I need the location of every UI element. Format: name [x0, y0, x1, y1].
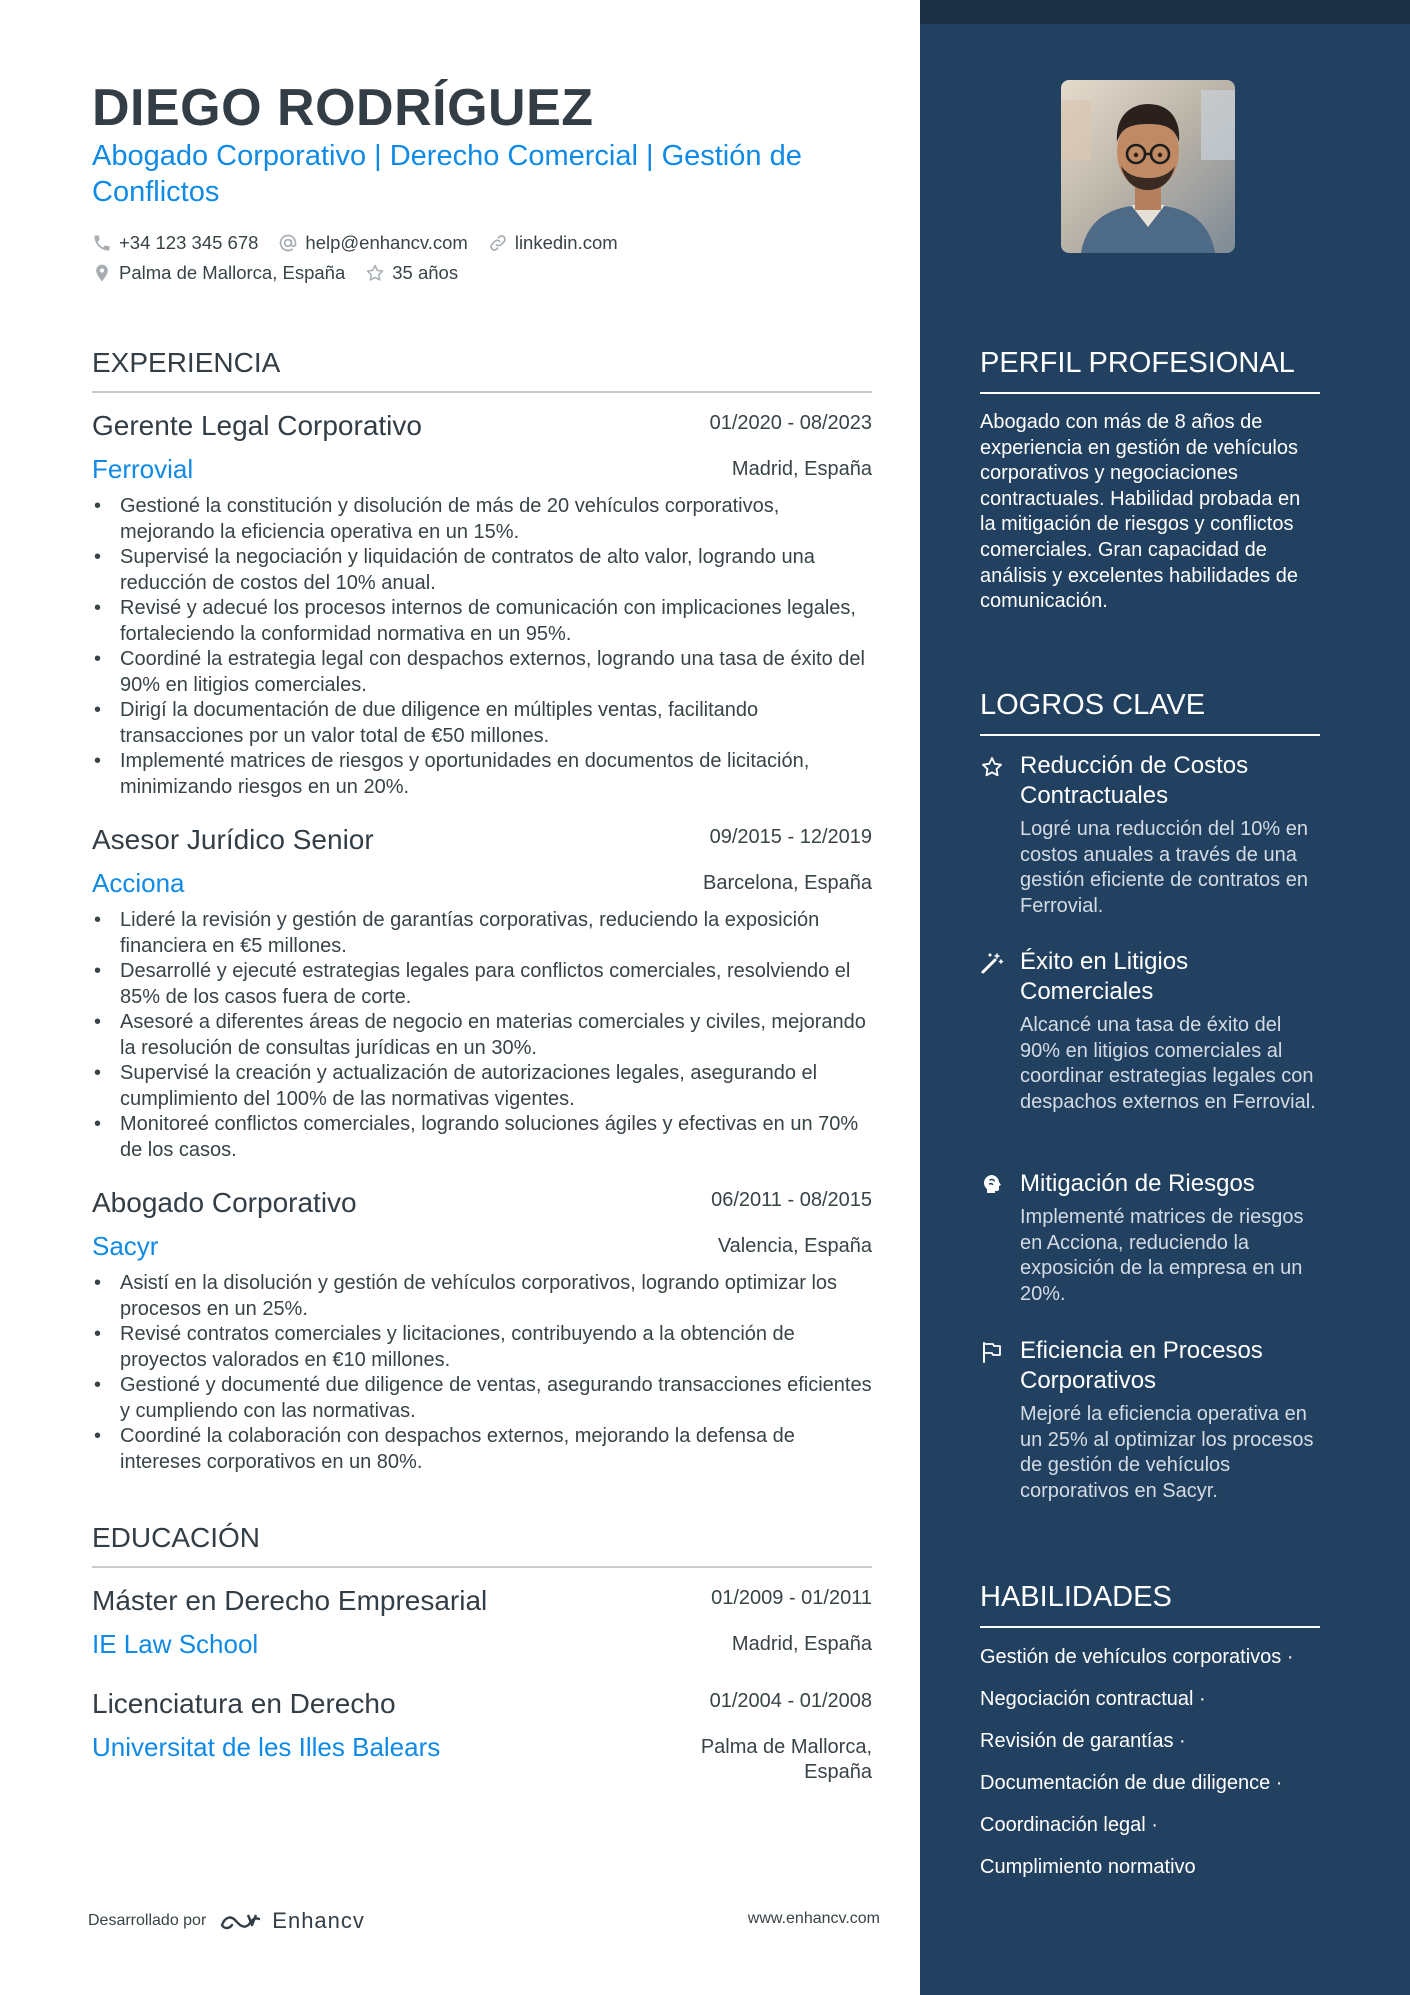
job-bullet: • Gestioné y documenté due diligence de ventas, asegurando transacciones eficientes y cumpliendo con las normativas.	[92, 1373, 872, 1424]
achievement-description: Implementé matrices de riesgos en Acciona, reduciendo la exposición de la empresa en un 20%.	[1020, 1206, 1304, 1305]
star-outline-icon	[365, 263, 385, 283]
achievement-title: Reducción de Costos Contractuales	[1020, 752, 1249, 809]
location-pin-icon	[92, 263, 112, 283]
profile-section-title: PERFIL PROFESIONAL	[980, 347, 1320, 394]
email-text: help@enhancv.com	[305, 232, 468, 253]
job-entry	[92, 824, 872, 1163]
job-bullet: • Dirigí la documentación de due diligence en múltiples ventas, facilitando transacciones por un valor total de €50 millones.	[92, 698, 872, 749]
contact-info	[92, 228, 872, 288]
linkedin-text: linkedin.com	[514, 232, 618, 253]
job-bullets	[92, 1271, 872, 1475]
achievement-description: Logré una reducción del 10% en costos anuales a través de una gestión eficiente de contratos en Ferrovial.	[1020, 818, 1308, 917]
job-bullet: • Revisé y adecué los procesos internos de comunicación con implicaciones legales, fortaleciendo la conformidad normativa en un 95%.	[92, 596, 872, 647]
job-location: Barcelona, España	[702, 872, 872, 894]
link-icon	[488, 233, 508, 253]
phone-icon	[92, 233, 112, 253]
phone[interactable]	[92, 232, 258, 254]
achievement-item	[980, 1336, 1320, 1504]
job-bullets	[92, 494, 872, 800]
achievement-title: Eficiencia en Procesos Corporativos	[1020, 1337, 1263, 1394]
job-role: Asesor Jurídico Senior	[92, 824, 374, 855]
job-company: Sacyr	[92, 1231, 159, 1261]
achievement-item	[980, 947, 1320, 1115]
achievement-description: Mejoré la eficiencia operativa en un 25% al optimizar los procesos de gestión de vehículos corporativos en Sacyr.	[1020, 1403, 1314, 1502]
job-bullet: • Revisé contratos comerciales y licitaciones, contribuyendo a la obtención de proyectos valorados en €10 millones.	[92, 1322, 872, 1373]
school: Universitat de les Illes Balears	[92, 1732, 441, 1762]
powered-by	[88, 1908, 365, 1934]
candidate-name: DIEGO RODRÍGUEZ	[92, 79, 594, 137]
footer	[88, 1904, 880, 1934]
job-dates: 09/2015 - 12/2019	[709, 826, 872, 848]
education-section-title: EDUCACIÓN	[92, 1522, 872, 1568]
education-location: Madrid, España	[731, 1633, 872, 1655]
achievement-item	[980, 1169, 1320, 1307]
education-dates: 01/2004 - 01/2008	[709, 1690, 872, 1712]
skill-item: Negociación contractual ·	[980, 1688, 1206, 1710]
job-bullet: • Asesoré a diferentes áreas de negocio en materias comerciales y civiles, mejorando la resolución de consultas jurídicas en un 30%.	[92, 1010, 872, 1061]
enhancv-logo[interactable]	[218, 1908, 365, 1934]
avatar	[1061, 80, 1235, 253]
email[interactable]	[278, 232, 467, 254]
job-bullet: • Asistí en la disolución y gestión de vehículos corporativos, logrando optimizar los procesos en un 25%.	[92, 1271, 872, 1322]
job-role: Gerente Legal Corporativo	[92, 410, 422, 441]
education-entry	[92, 1688, 872, 1783]
website-link[interactable]: www.enhancv.com	[747, 1910, 880, 1927]
job-company: Acciona	[92, 868, 185, 898]
at-icon	[278, 233, 298, 253]
flag-icon	[980, 1340, 1004, 1364]
skill-item: Revisión de garantías ·	[980, 1730, 1186, 1752]
job-bullet: • Gestioné la constitución y disolución de más de 20 vehículos corporativos, mejorando la eficiencia operativa en un 15%.	[92, 494, 872, 545]
star-icon	[980, 755, 1004, 779]
skill-item: Cumplimiento normativo	[980, 1856, 1196, 1878]
achievements-section-title: LOGROS CLAVE	[980, 689, 1320, 736]
profile-summary: Abogado con más de 8 años de experiencia en gestión de vehículos corporativos y negociaciones contractuales. Habilidad probada en la mitigación de riesgos y conflictos comerciales. Gran capacidad de análisis y excelentes habilidades de comunicación.	[980, 411, 1301, 613]
skills-section-title: HABILIDADES	[980, 1581, 1320, 1628]
job-entry	[92, 410, 872, 800]
job-bullet: • Supervisé la creación y actualización de autorizaciones legales, asegurando el cumplimiento del 100% de las normativas vigentes.	[92, 1061, 872, 1112]
degree: Máster en Derecho Empresarial	[92, 1585, 488, 1616]
achievement-title: Mitigación de Riesgos	[1020, 1170, 1255, 1197]
age	[365, 262, 458, 284]
job-location: Valencia, España	[717, 1235, 872, 1257]
skill-item: Gestión de vehículos corporativos ·	[980, 1646, 1294, 1668]
age-text: 35 años	[392, 262, 459, 283]
skill-item: Coordinación legal ·	[980, 1814, 1158, 1836]
linkedin[interactable]	[488, 232, 618, 254]
education-entry	[92, 1585, 872, 1669]
job-location: Madrid, España	[731, 458, 872, 480]
education-dates: 01/2009 - 01/2011	[711, 1587, 872, 1609]
job-bullets	[92, 908, 872, 1163]
job-bullet: • Coordiné la colaboración con despachos externos, mejorando la defensa de intereses corporativos en un 80%.	[92, 1424, 872, 1475]
job-bullet: • Monitoreé conflictos comerciales, logrando soluciones ágiles y efectivas en un 70% de los casos.	[92, 1112, 872, 1163]
achievement-item	[980, 751, 1320, 919]
job-bullet: • Lideré la revisión y gestión de garantías corporativas, reduciendo la exposición financiera en €5 millones.	[92, 908, 872, 959]
education-location: Palma de Mallorca, España	[700, 1736, 872, 1783]
job-bullet: • Desarrollé y ejecuté estrategias legales para conflictos comerciales, resolviendo el 85% de los casos fuera de corte.	[92, 959, 872, 1010]
skill-item: Documentación de due diligence ·	[980, 1772, 1283, 1794]
skills-list	[980, 1642, 1340, 1894]
job-dates: 06/2011 - 08/2015	[711, 1189, 872, 1211]
job-bullet: • Implementé matrices de riesgos y oportunidades en documentos de licitación, minimizando riesgos en un 20%.	[92, 749, 872, 800]
phone-text: +34 123 345 678	[119, 232, 259, 253]
brain-icon	[980, 1173, 1004, 1197]
powered-by-label: Desarrollado por	[88, 1912, 207, 1929]
job-company: Ferrovial	[92, 454, 194, 484]
achievement-title: Éxito en Litigios Comerciales	[1020, 948, 1189, 1005]
headline: Abogado Corporativo | Derecho Comercial | Gestión de Conflictos	[92, 140, 802, 208]
job-dates: 01/2020 - 08/2023	[709, 412, 872, 434]
enhancv-brand-text: Enhancv	[272, 1908, 365, 1933]
degree: Licenciatura en Derecho	[92, 1688, 396, 1719]
job-bullet: • Supervisé la negociación y liquidación de contratos de alto valor, logrando una reducción de costos del 10% anual.	[92, 545, 872, 596]
achievement-description: Alcancé una tasa de éxito del 90% en litigios comerciales al coordinar estrategias legales con despachos externos en Ferrovial.	[1020, 1014, 1316, 1113]
experience-section-title: EXPERIENCIA	[92, 347, 872, 393]
sidebar-top-strip	[920, 0, 1410, 24]
job-bullet: • Coordiné la estrategia legal con despachos externos, logrando una tasa de éxito del 90% en litigios comerciales.	[92, 647, 872, 698]
location-text: Palma de Mallorca, España	[119, 262, 346, 283]
school: IE Law School	[92, 1629, 259, 1659]
job-role: Abogado Corporativo	[92, 1187, 357, 1218]
magic-wand-icon	[980, 951, 1004, 975]
job-entry	[92, 1187, 872, 1475]
enhancv-infinity-icon	[218, 1909, 264, 1933]
location	[92, 262, 345, 284]
